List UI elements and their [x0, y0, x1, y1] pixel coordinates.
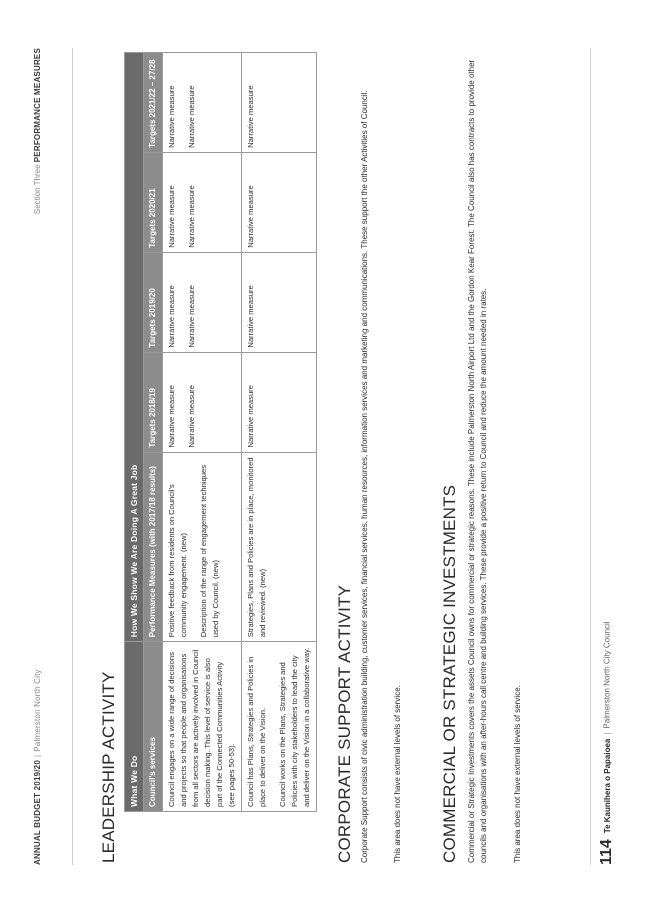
table-row — [242, 53, 317, 812]
band-how-we-show: How We Show We Are Doing A Great Job — [125, 53, 144, 642]
target-cell — [242, 352, 317, 452]
page-footer — [598, 621, 616, 865]
target-cell — [242, 53, 317, 153]
page-number: 114 — [598, 839, 615, 865]
col-performance-measures: Performance Measures (with 2017/18 results) — [144, 452, 163, 642]
commercial-investments-title: COMMERCIAL OR STRATEGIC INVESTMENTS — [440, 484, 459, 863]
target-cell — [242, 152, 317, 252]
document-title: ANNUAL BUDGET 2019/20 — [33, 760, 42, 865]
corporate-support-title: CORPORATE SUPPORT ACTIVITY — [335, 584, 354, 863]
service-text: Council engages on a wide range of decisions and projects so that people and organisations from all sectors are actively involved in Council decision making. This level of service is also part of the Connected Communities Activity (see pages 50-53). — [167, 649, 236, 807]
service-cell — [242, 642, 317, 812]
target-value: Narrative measure — [246, 285, 255, 348]
target-value: Narrative measure — [246, 85, 255, 148]
col-target-1: Targets 2018/19 — [144, 352, 163, 452]
table-row — [163, 53, 242, 812]
measure-cell — [242, 452, 317, 642]
service-text: Council works on the Plans, Strategies and Policies with city stakeholders to lead the city and deliver on the Vision in a collaborative way. — [278, 647, 311, 807]
measure-cell — [163, 452, 242, 642]
target-value: Narrative measure — [187, 285, 196, 348]
header-section-title: PERFORMANCE MEASURES — [33, 48, 42, 163]
target-value: Narrative measure — [167, 185, 176, 248]
band-what-we-do: What We Do — [125, 642, 144, 812]
col-target-3: Targets 2020/21 — [144, 152, 163, 252]
header-rule — [72, 48, 73, 865]
leadership-performance-table — [124, 52, 317, 812]
target-cell — [163, 152, 242, 252]
header-city: Palmerston North City — [33, 669, 42, 752]
target-value: Narrative measure — [246, 185, 255, 248]
target-value: Narrative measure — [187, 185, 196, 248]
service-cell — [163, 642, 242, 812]
footer-maori-name: Te Kaunihera o Papaioea — [602, 738, 612, 834]
target-value: Narrative measure — [167, 285, 176, 348]
measure-text: Strategies, Plans and Policies are in place, monitored and reviewed. (new) — [246, 457, 267, 638]
col-target-2: Targets 2019/20 — [144, 252, 163, 352]
measure-text: Description of the range of engagement techniques used by Council. (new) — [199, 465, 220, 638]
target-cell — [242, 252, 317, 352]
commercial-paragraph: This area does not have external levels of service. — [513, 685, 522, 863]
target-value: Narrative measure — [167, 85, 176, 148]
header-separator: | — [33, 754, 42, 758]
target-value: Narrative measure — [167, 385, 176, 448]
target-cell — [163, 352, 242, 452]
col-councils-services: Council's services — [144, 642, 163, 812]
running-header-left — [33, 669, 42, 865]
measure-text: Positive feedback from residents on Council's community engagement. (new) — [167, 484, 188, 638]
target-cell — [163, 53, 242, 153]
corporate-paragraph: This area does not have external levels of service. — [393, 685, 402, 863]
target-value: Narrative measure — [187, 385, 196, 448]
header-section: Section Three — [33, 164, 42, 215]
footer-separator: | — [602, 732, 612, 735]
service-text: Council has Plans, Strategies and Policies in place to deliver on the Vision. — [246, 656, 267, 807]
target-value: Narrative measure — [246, 385, 255, 448]
target-cell — [163, 252, 242, 352]
target-value: Narrative measure — [187, 85, 196, 148]
corporate-paragraph: Corporate Support consists of civic administration building, customer services, financial services, human resources, information services and marketing and communications. These support the other Activities of Council. — [360, 90, 369, 863]
col-target-4: Targets 2021/22 – 27/28 — [144, 53, 163, 153]
leadership-title: LEADERSHIP ACTIVITY — [99, 671, 118, 863]
footer-rule — [590, 48, 591, 865]
running-header-right — [33, 48, 42, 214]
footer-council-name: Palmerston North City Council — [602, 621, 612, 729]
commercial-paragraph: Commercial or Strategic Investments covers the assets Council owns for commercial or strategic reasons. These include Palmerston North Airport Ltd and the Gordon Kear Forest. The Council also has contracts to provide other councils and organisations with an after-hours call centre and building services. These provide a positive return to Council and reduce the amount needed in rates. — [467, 59, 488, 863]
